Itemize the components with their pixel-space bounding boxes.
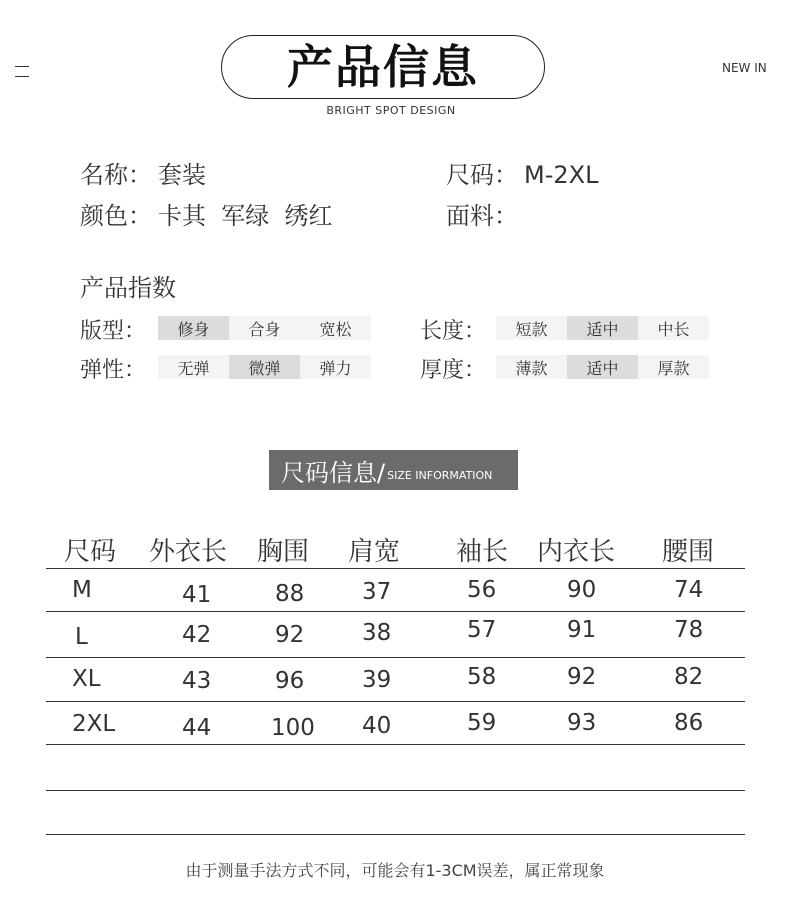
size-table-cell: 74 <box>674 577 704 603</box>
brand-subtitle: BRIGHT SPOT DESIGN <box>326 104 456 117</box>
size-table-header: 腰围 <box>662 537 715 567</box>
size-table-cell: 42 <box>182 622 212 648</box>
size-table-header: 胸围 <box>257 537 310 567</box>
size-table-header: 尺码 <box>64 537 117 567</box>
size-table-header: 外衣长 <box>149 537 228 567</box>
info-fabric <box>446 196 524 231</box>
info-color-value: 卡其 军绿 绣红 <box>158 202 333 230</box>
size-info-title: 尺码信息/ <box>281 458 386 487</box>
menu-icon[interactable] <box>15 64 29 78</box>
size-table-cell: 96 <box>275 668 305 694</box>
size-table-cell: 56 <box>467 577 497 603</box>
table-divider <box>46 834 745 835</box>
size-table-cell: 38 <box>362 620 392 646</box>
index-label-thickness: 厚度： <box>420 358 487 383</box>
new-in-label: NEW IN <box>722 61 767 75</box>
title-badge <box>221 35 545 99</box>
info-name <box>80 155 206 190</box>
size-table-cell: 2XL <box>72 711 116 737</box>
table-divider <box>46 701 745 702</box>
size-table-header: 内衣长 <box>537 537 616 567</box>
page-title: 产品信息 <box>287 40 479 94</box>
table-divider <box>46 744 745 745</box>
info-size <box>446 155 598 190</box>
size-table-cell: 100 <box>271 715 315 741</box>
size-table-cell: 44 <box>182 715 212 741</box>
index-options-fit <box>158 316 371 340</box>
index-option: 合身 <box>229 316 300 340</box>
size-table-cell: 92 <box>567 664 597 690</box>
size-table-cell: 59 <box>467 710 497 736</box>
index-options-elasticity <box>158 355 371 379</box>
info-size-value: M-2XL <box>524 161 599 189</box>
index-label-fit: 版型： <box>80 319 147 344</box>
index-option: 适中 <box>567 355 638 379</box>
size-table-cell: M <box>72 577 92 603</box>
size-table-cell: 86 <box>674 710 704 736</box>
index-option: 无弹 <box>158 355 229 379</box>
index-option: 中长 <box>638 316 709 340</box>
size-info-subtitle: SIZE INFORMATION <box>387 468 493 482</box>
info-color-label: 颜色： <box>80 202 152 230</box>
size-table-cell: 41 <box>182 582 212 608</box>
size-table-cell: 88 <box>275 581 305 607</box>
table-divider <box>46 790 745 791</box>
index-option: 厚款 <box>638 355 709 379</box>
info-name-label: 名称： <box>80 161 152 189</box>
table-divider <box>46 611 745 612</box>
size-table-cell: 91 <box>567 617 597 643</box>
size-table-cell: 58 <box>467 664 497 690</box>
index-label-length: 长度： <box>420 319 487 344</box>
index-option: 薄款 <box>496 355 567 379</box>
size-table-cell: 40 <box>362 713 392 739</box>
info-fabric-label: 面料： <box>446 202 518 230</box>
index-label-elasticity: 弹性： <box>80 358 147 383</box>
size-table-header: 肩宽 <box>348 537 401 567</box>
size-table-cell: 37 <box>362 579 392 605</box>
index-option: 修身 <box>158 316 229 340</box>
table-divider <box>46 657 745 658</box>
index-option: 弹力 <box>300 355 371 379</box>
size-table-cell: L <box>75 624 88 650</box>
index-options-length <box>496 316 709 340</box>
table-divider <box>46 568 745 569</box>
info-color <box>80 196 333 231</box>
size-table-cell: 78 <box>674 617 704 643</box>
size-table-cell: 93 <box>567 710 597 736</box>
index-title: 产品指数 <box>80 274 176 302</box>
size-table-cell: 92 <box>275 622 305 648</box>
index-option: 微弹 <box>229 355 300 379</box>
size-table-cell: 90 <box>567 577 597 603</box>
size-table-cell: 82 <box>674 664 704 690</box>
measurement-note: 由于测量手法方式不同，可能会有1-3CM误差，属正常现象 <box>185 861 605 880</box>
index-option: 宽松 <box>300 316 371 340</box>
info-size-label: 尺码： <box>446 161 518 189</box>
size-info-banner <box>269 450 518 490</box>
size-table-cell: 39 <box>362 667 392 693</box>
info-name-value: 套装 <box>158 161 206 189</box>
index-options-thickness <box>496 355 709 379</box>
index-option: 适中 <box>567 316 638 340</box>
size-table-header: 袖长 <box>456 537 509 567</box>
index-option: 短款 <box>496 316 567 340</box>
size-table-cell: 43 <box>182 668 212 694</box>
size-table-cell: XL <box>72 666 101 692</box>
size-table-cell: 57 <box>467 617 497 643</box>
